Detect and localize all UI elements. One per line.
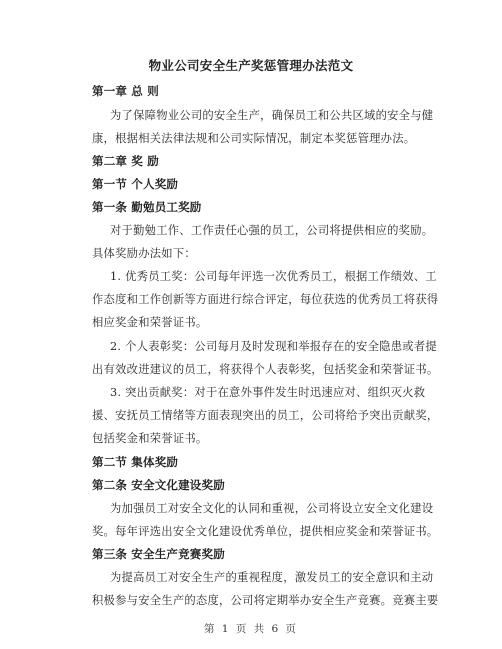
list-item-line: 1. 优秀员工奖：公司每年评选一次优秀员工，根据工作绩效、工 [110,270,437,283]
paragraph-line: 康，根据相关法律法规和公司实际情况，制定本奖惩管理办法。 [92,132,416,145]
paragraph-line: 奖。每年评选出安全文化建设优秀单位，提供相应奖金和荣誉证书。 [92,525,439,538]
paragraph-line: 具体奖励办法如下： [92,247,196,260]
paragraph-line: 积极参与安全生产的态度，公司将定期举办安全生产竞赛。竞赛主要 [92,594,439,607]
paragraph-line: 对于勤勉工作、工作责任心强的员工，公司将提供相应的奖励。 [110,224,434,237]
chapter-heading: 第一章 总 则 [92,84,159,98]
list-item-line: 作态度和工作创新等方面进行综合评定，每位获选的优秀员工将获得 [92,293,439,306]
article-heading: 第一条 勤勉员工奖励 [92,200,202,214]
article-heading: 第三条 安全生产竞赛奖励 [92,547,225,561]
chapter-heading: 第二章 奖 励 [92,154,159,168]
section-heading: 第二节 集体奖励 [92,455,179,469]
list-item-line: 援、安抚员工情绪等方面表现突出的员工，公司将给予突出贡献奖， [92,409,439,422]
list-item-line: 出有效改进建议的员工，将获得个人表彰奖，包括奖金和荣誉证书。 [92,363,439,376]
page-number-footer: 第 1 页 共 6 页 [203,623,299,635]
document-title: 物业公司安全生产奖惩管理办法范文 [148,58,354,73]
article-heading: 第二条 安全文化建设奖励 [92,478,225,492]
paragraph-line: 为加强员工对安全文化的认同和重视，公司将设立安全文化建设 [110,502,434,515]
list-item-line: 3. 突出贡献奖：对于在意外事件发生时迅速应对、组织灭火救 [110,386,426,399]
list-item-line: 包括奖金和荣誉证书。 [92,432,208,445]
list-item-line: 相应奖金和荣誉证书。 [92,316,208,329]
paragraph-line: 为提高员工对安全生产的重视程度，激发员工的安全意识和主动 [110,571,434,584]
paragraph-line: 为了保障物业公司的安全生产，确保员工和公共区域的安全与健 [110,109,434,122]
list-item-line: 2. 个人表彰奖：公司每月及时发现和举报存在的安全隐患或者提 [110,340,437,353]
section-heading: 第一节 个人奖励 [92,177,179,191]
